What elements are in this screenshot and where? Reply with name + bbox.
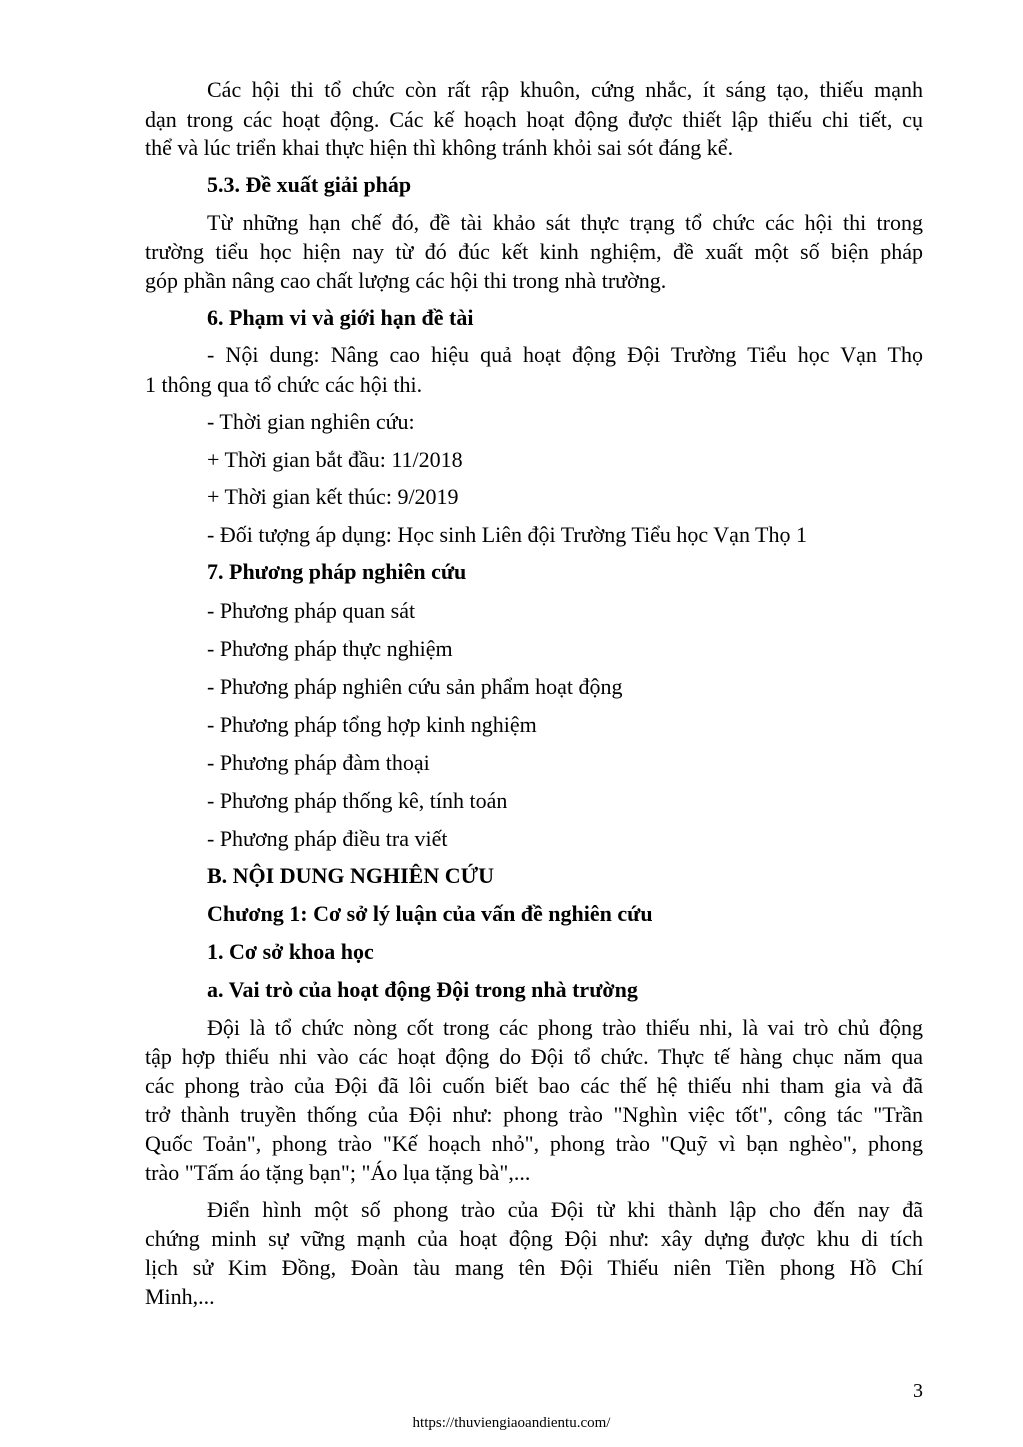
text-line: Điển hình một số phong trào của Đội từ khi thành lập cho đến nay đã [207, 1197, 923, 1222]
text-line: thể và lúc triển khai thực hiện thì không tránh khỏi sai sót đáng kể. [145, 135, 734, 160]
text-line: dạn trong các hoạt động. Các kế hoạch hoạt động được thiết lập thiếu chi tiết, cụ [145, 107, 923, 132]
section-heading: Chương 1: Cơ sở lý luận của vấn đề nghiên cứu [207, 901, 653, 926]
section-heading: 7. Phương pháp nghiên cứu [207, 559, 467, 584]
text-line: - Phương pháp đàm thoại [207, 750, 430, 775]
text-line: + Thời gian bắt đầu: 11/2018 [207, 447, 463, 472]
text-line: trào "Tấm áo tặng bạn"; "Áo lụa tặng bà",... [145, 1160, 531, 1185]
text-line: góp phần nâng cao chất lượng các hội thi trong nhà trường. [145, 268, 667, 293]
text-line: - Phương pháp điều tra viết [207, 826, 448, 851]
section-heading: 5.3. Đề xuất giải pháp [207, 172, 412, 197]
text-line: Minh,... [145, 1284, 215, 1309]
text-line: - Phương pháp quan sát [207, 598, 416, 623]
text-line: - Phương pháp nghiên cứu sản phẩm hoạt động [207, 674, 623, 699]
text-line: Từ những hạn chế đó, đề tài khảo sát thực trạng tổ chức các hội thi trong [207, 210, 923, 235]
text-line: Quốc Toản", phong trào "Kế hoạch nhỏ", phong trào "Quỹ vì bạn nghèo", phong [145, 1131, 923, 1156]
text-line: + Thời gian kết thúc: 9/2019 [207, 484, 459, 509]
text-line: 1 thông qua tổ chức các hội thi. [145, 372, 423, 397]
section-heading: a. Vai trò của hoạt động Đội trong nhà trường [207, 977, 638, 1002]
text-line: chứng minh sự vững mạnh của hoạt động Đội như: xây dựng được khu di tích [145, 1226, 923, 1251]
text-line: - Thời gian nghiên cứu: [207, 409, 415, 434]
section-heading: 6. Phạm vi và giới hạn đề tài [207, 305, 474, 330]
text-line: tập hợp thiếu nhi vào các hoạt động do Đội tổ chức. Thực tế hàng chục năm qua [145, 1044, 923, 1069]
text-line: - Phương pháp thống kê, tính toán [207, 788, 508, 813]
footer-url: https://thuviengiaoandientu.com/ [412, 1415, 611, 1431]
text-line: - Phương pháp tổng hợp kinh nghiệm [207, 712, 537, 737]
page-number: 3 [913, 1380, 923, 1402]
text-line: lịch sử Kim Đồng, Đoàn tàu mang tên Đội Thiếu niên Tiền phong Hồ Chí [145, 1255, 923, 1280]
text-line: - Đối tượng áp dụng: Học sinh Liên đội Trường Tiểu học Vạn Thọ 1 [207, 522, 807, 547]
text-line: Các hội thi tổ chức còn rất rập khuôn, cứng nhắc, ít sáng tạo, thiếu mạnh [207, 77, 923, 102]
text-line: - Nội dung: Nâng cao hiệu quả hoạt động Đội Trường Tiểu học Vạn Thọ [207, 342, 923, 367]
section-heading: B. NỘI DUNG NGHIÊN CỨU [207, 863, 495, 888]
text-line: Đội là tổ chức nòng cốt trong các phong trào thiếu nhi, là vai trò chủ động [207, 1015, 923, 1040]
text-line: các phong trào của Đội đã lôi cuốn biết bao các thế hệ thiếu nhi tham gia và đã [145, 1073, 923, 1098]
text-line: trở thành truyền thống của Đội như: phong trào "Nghìn việc tốt", công tác "Trần [145, 1102, 923, 1127]
text-line: trường tiểu học hiện nay từ đó đúc kết kinh nghiệm, đề xuất một số biện pháp [145, 239, 923, 264]
text-line: - Phương pháp thực nghiệm [207, 636, 453, 661]
section-heading: 1. Cơ sở khoa học [207, 939, 374, 964]
